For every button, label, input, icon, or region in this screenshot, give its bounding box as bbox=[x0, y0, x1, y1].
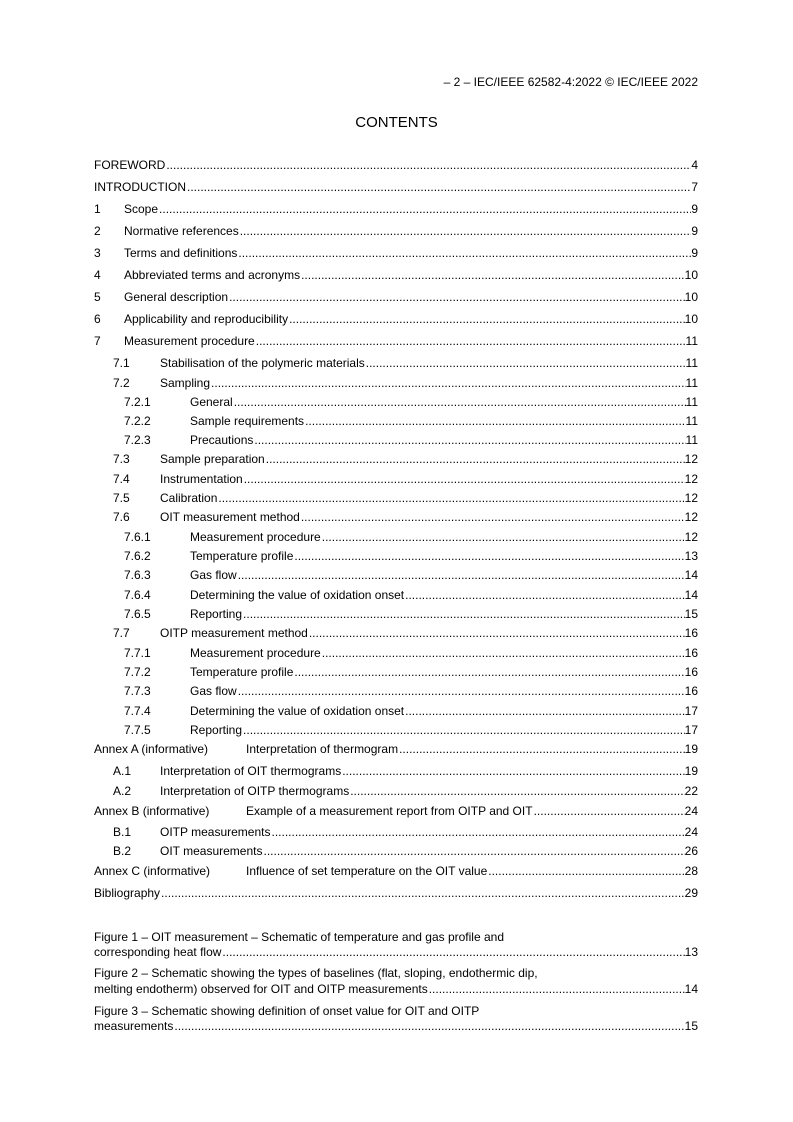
dot-leader bbox=[210, 376, 686, 390]
figure-entry-page: 13 bbox=[684, 945, 698, 959]
dot-leader bbox=[428, 982, 685, 996]
toc-entry-page: 11 bbox=[685, 433, 698, 447]
toc-entry-number: 7.7 bbox=[113, 626, 130, 640]
toc-entry-label: FOREWORD bbox=[94, 158, 166, 172]
toc-entry-number: Annex C (informative) bbox=[94, 864, 211, 878]
toc-entry[interactable] bbox=[94, 268, 698, 284]
toc-entry-page: 12 bbox=[684, 510, 698, 524]
figure-entry-page: 14 bbox=[684, 982, 698, 996]
toc-entry-label: Gas flow bbox=[190, 684, 237, 698]
toc-entry-page: 24 bbox=[684, 825, 698, 839]
toc-entry-number: 6 bbox=[94, 312, 101, 326]
toc-entry-page: 11 bbox=[685, 395, 698, 409]
toc-entry-label: Example of a measurement report from OITP and OIT bbox=[246, 804, 533, 818]
toc-entry-page: 11 bbox=[685, 356, 698, 370]
toc-entry[interactable] bbox=[124, 588, 698, 604]
toc-entry-label: Scope bbox=[124, 202, 159, 216]
dot-leader bbox=[300, 268, 685, 282]
toc-entry-label: Stabilisation of the polymeric materials bbox=[160, 356, 365, 370]
toc-entry-label: Gas flow bbox=[190, 568, 237, 582]
toc-entry-page: 22 bbox=[684, 784, 698, 798]
dot-leader bbox=[239, 224, 692, 238]
toc-entry-page: 10 bbox=[684, 290, 698, 304]
toc-entry[interactable] bbox=[124, 607, 698, 623]
dot-leader bbox=[233, 395, 686, 409]
toc-entry-label: Measurement procedure bbox=[190, 530, 321, 544]
toc-entry-label: Bibliography bbox=[94, 886, 161, 900]
dot-leader bbox=[293, 665, 684, 679]
toc-entry-page: 16 bbox=[684, 626, 698, 640]
dot-leader bbox=[243, 472, 685, 486]
figure-entry-1-line1: Figure 1 – OIT measurement – Schematic of temperature and gas profile and bbox=[94, 930, 504, 944]
toc-entry[interactable] bbox=[94, 290, 698, 306]
toc-entry-label: Sampling bbox=[160, 376, 211, 390]
toc-entry-bibliography[interactable] bbox=[94, 886, 698, 902]
dot-leader bbox=[321, 646, 685, 660]
toc-entry-page: 4 bbox=[691, 158, 698, 172]
toc-entry-label: Abbreviated terms and acronyms bbox=[124, 268, 301, 282]
toc-entry[interactable] bbox=[94, 224, 698, 240]
toc-entry-label: Terms and definitions bbox=[124, 246, 238, 260]
toc-entry-number: A.1 bbox=[113, 764, 132, 778]
toc-entry-page: 11 bbox=[685, 376, 698, 390]
dot-leader bbox=[304, 414, 685, 428]
toc-entry-number: Annex B (informative) bbox=[94, 804, 210, 818]
dot-leader bbox=[253, 433, 685, 447]
toc-entry-page: 12 bbox=[684, 472, 698, 486]
toc-entry-label: OITP measurements bbox=[160, 825, 271, 839]
figure-entry-3[interactable] bbox=[94, 1019, 698, 1035]
dot-leader bbox=[242, 723, 685, 737]
toc-entry-number: 7.6 bbox=[113, 510, 130, 524]
toc-entry-label: Temperature profile bbox=[190, 665, 294, 679]
toc-entry-number: 7.7.3 bbox=[124, 684, 151, 698]
toc-entry-number: 7.7.5 bbox=[124, 723, 151, 737]
toc-entry-label: Reporting bbox=[190, 607, 243, 621]
toc-entry-label: OIT measurement method bbox=[160, 510, 300, 524]
page-title: CONTENTS bbox=[355, 114, 438, 131]
dot-leader bbox=[398, 742, 685, 756]
toc-entry-page: 14 bbox=[684, 588, 698, 602]
toc-entry-label: Interpretation of thermogram bbox=[246, 742, 399, 756]
toc-entry[interactable] bbox=[113, 825, 698, 841]
figure-entry-3-line1: Figure 3 – Schematic showing definition of onset value for OIT and OITP bbox=[94, 1004, 480, 1018]
toc-entry-label: OITP measurement method bbox=[160, 626, 308, 640]
toc-entry-annex[interactable] bbox=[94, 804, 698, 820]
dot-leader bbox=[262, 844, 684, 858]
toc-entry-annex[interactable] bbox=[94, 742, 698, 758]
toc-entry-page: 17 bbox=[684, 723, 698, 737]
toc-entry-number: 7.2.3 bbox=[124, 433, 151, 447]
toc-entry[interactable] bbox=[113, 376, 698, 392]
dot-leader bbox=[487, 864, 684, 878]
toc-entry-label: Measurement procedure bbox=[124, 334, 255, 348]
toc-entry[interactable] bbox=[124, 704, 698, 720]
toc-entry-number: 7.5 bbox=[113, 491, 130, 505]
toc-entry-page: 12 bbox=[684, 452, 698, 466]
dot-leader bbox=[270, 825, 684, 839]
toc-entry-number: 7.6.3 bbox=[124, 568, 151, 582]
toc-entry[interactable] bbox=[124, 433, 698, 449]
toc-entry-page: 11 bbox=[685, 334, 698, 348]
toc-entry-label: Sample requirements bbox=[190, 414, 305, 428]
toc-entry-label: General description bbox=[124, 290, 229, 304]
toc-entry-page: 12 bbox=[684, 530, 698, 544]
toc-entry[interactable] bbox=[124, 414, 698, 430]
toc-entry[interactable] bbox=[124, 646, 698, 662]
dot-leader bbox=[221, 945, 684, 959]
toc-entry-page: 17 bbox=[684, 704, 698, 718]
toc-entry-label: Influence of set temperature on the OIT value bbox=[246, 864, 488, 878]
toc-entry-foreword[interactable] bbox=[94, 158, 698, 174]
dot-leader bbox=[533, 804, 685, 818]
figure-entry-2[interactable] bbox=[94, 982, 698, 998]
toc-entry-page: 9 bbox=[691, 246, 698, 260]
toc-entry-label: Precautions bbox=[190, 433, 254, 447]
toc-entry[interactable] bbox=[113, 452, 698, 468]
toc-entry-number: 7.2.2 bbox=[124, 414, 151, 428]
toc-entry[interactable] bbox=[113, 356, 698, 372]
toc-entry-label: INTRODUCTION bbox=[94, 180, 186, 194]
toc-entry-page: 26 bbox=[684, 844, 698, 858]
toc-entry-number: 7.2 bbox=[113, 376, 130, 390]
toc-entry[interactable] bbox=[113, 844, 698, 860]
dot-leader bbox=[349, 784, 684, 798]
toc-entry-number: 4 bbox=[94, 268, 101, 282]
toc-entry-number: 3 bbox=[94, 246, 101, 260]
dot-leader bbox=[242, 607, 685, 621]
figure-entry-label: measurements bbox=[94, 1019, 174, 1033]
toc-entry[interactable] bbox=[94, 202, 698, 218]
toc-entry-label: Sample preparation bbox=[160, 452, 265, 466]
toc-entry-number: 7.6.2 bbox=[124, 549, 151, 563]
toc-entry-number: 7.3 bbox=[113, 452, 130, 466]
figure-entry-1[interactable] bbox=[94, 945, 698, 961]
toc-entry-label: Applicability and reproducibility bbox=[124, 312, 289, 326]
toc-entry-page: 11 bbox=[685, 414, 698, 428]
figure-entry-label: melting endotherm) observed for OIT and OITP measurements bbox=[94, 982, 428, 996]
toc-entry-number: 7.7.2 bbox=[124, 665, 151, 679]
toc-entry-label: Reporting bbox=[190, 723, 243, 737]
toc-entry-number: 7.6.1 bbox=[124, 530, 151, 544]
toc-entry-number: 5 bbox=[94, 290, 101, 304]
dot-leader bbox=[265, 452, 685, 466]
toc-entry-page: 9 bbox=[691, 224, 698, 238]
dot-leader bbox=[288, 312, 685, 326]
dot-leader bbox=[165, 158, 691, 172]
toc-entry-page: 16 bbox=[684, 665, 698, 679]
toc-entry-number: 7 bbox=[94, 334, 101, 348]
dot-leader bbox=[158, 202, 691, 216]
toc-entry-label: Calibration bbox=[160, 491, 218, 505]
dot-leader bbox=[404, 588, 685, 602]
toc-entry[interactable] bbox=[94, 334, 698, 350]
dot-leader bbox=[308, 626, 685, 640]
toc-entry[interactable] bbox=[124, 665, 698, 681]
toc-entry-page: 15 bbox=[684, 607, 698, 621]
toc-entry-number: 7.2.1 bbox=[124, 395, 151, 409]
toc-entry[interactable] bbox=[94, 312, 698, 328]
toc-entry-page: 16 bbox=[684, 646, 698, 660]
dot-leader bbox=[300, 510, 685, 524]
toc-entry-label: Interpretation of OIT thermograms bbox=[160, 764, 342, 778]
toc-entry[interactable] bbox=[124, 568, 698, 584]
toc-entry-number: 7.7.4 bbox=[124, 704, 151, 718]
toc-entry[interactable] bbox=[124, 395, 698, 411]
toc-entry[interactable] bbox=[124, 530, 698, 546]
dot-leader bbox=[404, 704, 685, 718]
figure-entry-2-line1: Figure 2 – Schematic showing the types of baselines (flat, sloping, endothermic dip, bbox=[94, 966, 538, 980]
toc-entry-number: A.2 bbox=[113, 784, 132, 798]
toc-entry-number: 1 bbox=[94, 202, 101, 216]
toc-entry-label: Determining the value of oxidation onset bbox=[190, 704, 405, 718]
toc-entry-page: 14 bbox=[684, 568, 698, 582]
toc-entry[interactable] bbox=[113, 472, 698, 488]
dot-leader bbox=[173, 1019, 684, 1033]
figure-entry-label: corresponding heat flow bbox=[94, 945, 222, 959]
toc-entry[interactable] bbox=[113, 510, 698, 526]
toc-entry[interactable] bbox=[113, 764, 698, 780]
figure-entry-page: 15 bbox=[684, 1019, 698, 1033]
toc-entry-annex[interactable] bbox=[94, 864, 698, 880]
page-header: – 2 – IEC/IEEE 62582-4:2022 © IEC/IEEE 2022 bbox=[443, 75, 698, 89]
toc-entry-label: General bbox=[190, 395, 233, 409]
toc-entry-number: 7.6.5 bbox=[124, 607, 151, 621]
dot-leader bbox=[341, 764, 684, 778]
toc-entry-page: 19 bbox=[684, 764, 698, 778]
dot-leader bbox=[160, 886, 685, 900]
toc-entry-page: 10 bbox=[684, 268, 698, 282]
toc-entry-label: Normative references bbox=[124, 224, 239, 238]
dot-leader bbox=[186, 180, 691, 194]
toc-entry-page: 24 bbox=[684, 804, 698, 818]
toc-entry-page: 10 bbox=[684, 312, 698, 326]
toc-entry-page: 16 bbox=[684, 684, 698, 698]
dot-leader bbox=[321, 530, 685, 544]
toc-entry-number: 7.4 bbox=[113, 472, 130, 486]
toc-entry-number: 7.7.1 bbox=[124, 646, 151, 660]
toc-entry-introduction[interactable] bbox=[94, 180, 698, 196]
toc-entry-number: Annex A (informative) bbox=[94, 742, 209, 756]
toc-entry-label: OIT measurements bbox=[160, 844, 263, 858]
toc-entry-page: 29 bbox=[684, 886, 698, 900]
toc-entry[interactable] bbox=[94, 246, 698, 262]
toc-entry-page: 12 bbox=[684, 491, 698, 505]
dot-leader bbox=[365, 356, 686, 370]
toc-entry[interactable] bbox=[113, 491, 698, 507]
dot-leader bbox=[255, 334, 686, 348]
toc-entry[interactable] bbox=[124, 549, 698, 565]
toc-entry[interactable] bbox=[113, 784, 698, 800]
toc-entry-label: Temperature profile bbox=[190, 549, 294, 563]
toc-entry[interactable] bbox=[124, 723, 698, 739]
toc-entry-number: B.1 bbox=[113, 825, 132, 839]
dot-leader bbox=[293, 549, 684, 563]
dot-leader bbox=[237, 684, 685, 698]
dot-leader bbox=[237, 568, 685, 582]
dot-leader bbox=[237, 246, 691, 260]
toc-entry-label: Interpretation of OITP thermograms bbox=[160, 784, 350, 798]
toc-entry-label: Determining the value of oxidation onset bbox=[190, 588, 405, 602]
toc-entry-label: Measurement procedure bbox=[190, 646, 321, 660]
toc-entry-number: 2 bbox=[94, 224, 101, 238]
toc-entry-page: 9 bbox=[691, 202, 698, 216]
toc-entry-page: 7 bbox=[691, 180, 698, 194]
toc-entry[interactable] bbox=[113, 626, 698, 642]
toc-entry-page: 19 bbox=[684, 742, 698, 756]
dot-leader bbox=[228, 290, 685, 304]
toc-entry-label: Instrumentation bbox=[160, 472, 243, 486]
toc-entry-page: 13 bbox=[684, 549, 698, 563]
dot-leader bbox=[217, 491, 684, 505]
toc-entry-number: B.2 bbox=[113, 844, 132, 858]
toc-entry-number: 7.1 bbox=[113, 356, 130, 370]
toc-entry-page: 28 bbox=[684, 864, 698, 878]
toc-entry[interactable] bbox=[124, 684, 698, 700]
toc-entry-number: 7.6.4 bbox=[124, 588, 151, 602]
